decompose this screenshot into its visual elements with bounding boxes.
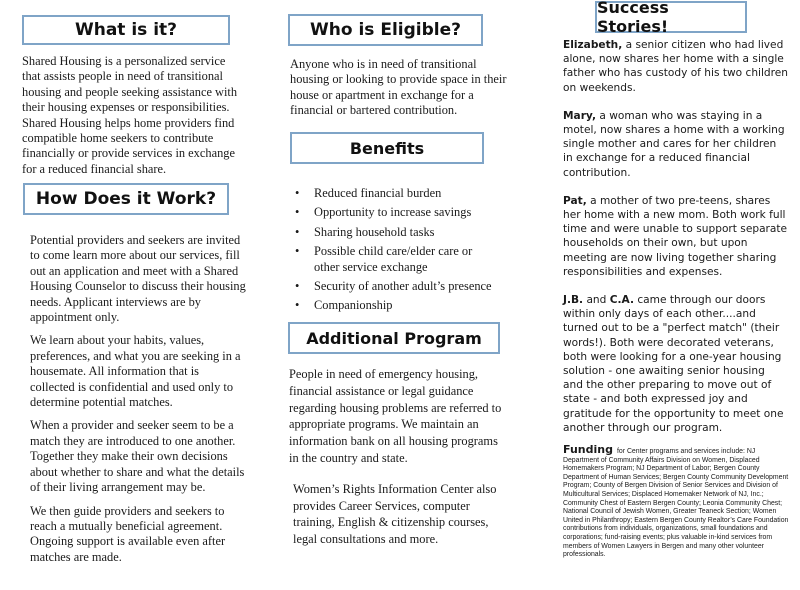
what-is-it-heading: What is it? [22,15,230,45]
list-item: Pat, a mother of two pre-teens, shares her home with a new mom. Both work full time and were unable to support separate households on their own, but upon meeting are now living together sharing responsibilities and expenses. [563,194,788,278]
list-item: • Security of another adult’s presence [295,279,492,294]
paragraph: We learn about your habits, values, preferences, and what you are seeking in a housemate. All information that is collected is confidential and used only to determine potential matches. [30,333,241,410]
paragraph: Anyone who is in need of transitional housing or looking to provide space in their house or apartment in exchange for a financial or bartered contribution. [290,57,507,118]
success-stories-text [563,38,788,449]
list-item: J.B. and C.A. came through our doors within only days of each other....and turned out to be a "perfect match" (their words!). Both were decorated veterans, both were looking for a one-year housing solution - one awaiting senior housing and the other preparing to move out of state - and both expressed joy and gratitude for the opportunity to meet one another through our program. [563,294,784,434]
list-item: • Companionship [295,298,393,313]
list-item: • Possible child care/elder care or other service exchange [295,244,473,274]
paragraph: People in need of emergency housing, financial assistance or legal guidance regarding housing problems are referred to appropriate programs. We maintain an information bank on all housing programs in the country and state. [289,367,502,465]
list-item: • Opportunity to increase savings [295,205,472,220]
funding-text: Funding for Center programs and services include: NJ Department of Community Affairs Division on Women, Displaced Homemakers Program; NJ Department of Labor; Bergen County Department of Human Services; Bergen County Community Development Program; County of Bergen Division of Senior Services and Division of Multicultural Services; Displaced Homemaker Network of NJ, Inc.; Community Chest of Eastern Bergen County; Leonia Community Chest; National Council of Jewish Women, Greater Teaneck Section; Women United in Philanthropy; Eastern Bergen County Realtor’s Care Foundation contributions from individuals, organizations, small foundations and corporations; fund-raising events; plus valuable in-kind services from members of Women Lawyers in Bergen and many other volunteer professionals. [563,443,789,559]
bullet-icon: • [295,186,300,200]
list-item: Mary, a woman who was staying in a motel, now shares a home with a working single mother and cares for her children in exchange for a reduced financial contribution. [563,109,785,179]
benefits-list [292,186,500,318]
how-does-it-work-text [30,233,246,573]
paragraph: Women’s Rights Information Center also provides Career Services, computer training, English & citizenship courses, legal consultations and more. [293,481,497,547]
list-item: Elizabeth, a senior citizen who had lived alone, now shares her home with a single father who has custody of his two children on weekends. [563,39,788,94]
paragraph: When a provider and seeker seem to be a match they are introduced to one another. Together they make their own decisions about whether to share and what the details of their living arrangement may be. [30,418,245,495]
how-does-it-work-heading: How Does it Work? [23,183,229,215]
benefits-heading: Benefits [290,132,484,164]
bullet-icon: • [295,224,300,239]
funding-heading: Funding [563,443,613,456]
list-item: • Sharing household tasks [295,224,435,239]
bullet-icon: • [295,205,300,220]
paragraph: We then guide providers and seekers to reach a mutually beneficial agreement. Ongoing support is available even after matches are made. [30,503,226,564]
paragraph: Shared Housing is a personalized service that assists people in need of transitional housing and people seeking assistance with their housing expenses or responsibilities. Shared Housing helps home providers find compatible home seekers to contribute financially or provide services in exchange for a reduced financial share. [22,54,238,176]
what-is-it-text [22,54,244,185]
who-is-eligible-text [290,57,508,127]
additional-program-heading: Additional Program [288,322,500,354]
who-is-eligible-heading: Who is Eligible? [288,14,483,46]
bullet-icon: • [295,279,300,294]
paragraph: Potential providers and seekers are invited to come learn more about our services, fill out an application and meet with a Shared Housing Counselor to discuss their housing needs. Applicant interviews are by appointment only. [30,233,246,325]
bullet-icon: • [295,244,300,259]
bullet-icon: • [295,298,300,313]
list-item: • Reduced financial burden [295,186,442,200]
success-stories-heading: Success Stories! [595,1,747,33]
additional-program-text [289,366,509,556]
